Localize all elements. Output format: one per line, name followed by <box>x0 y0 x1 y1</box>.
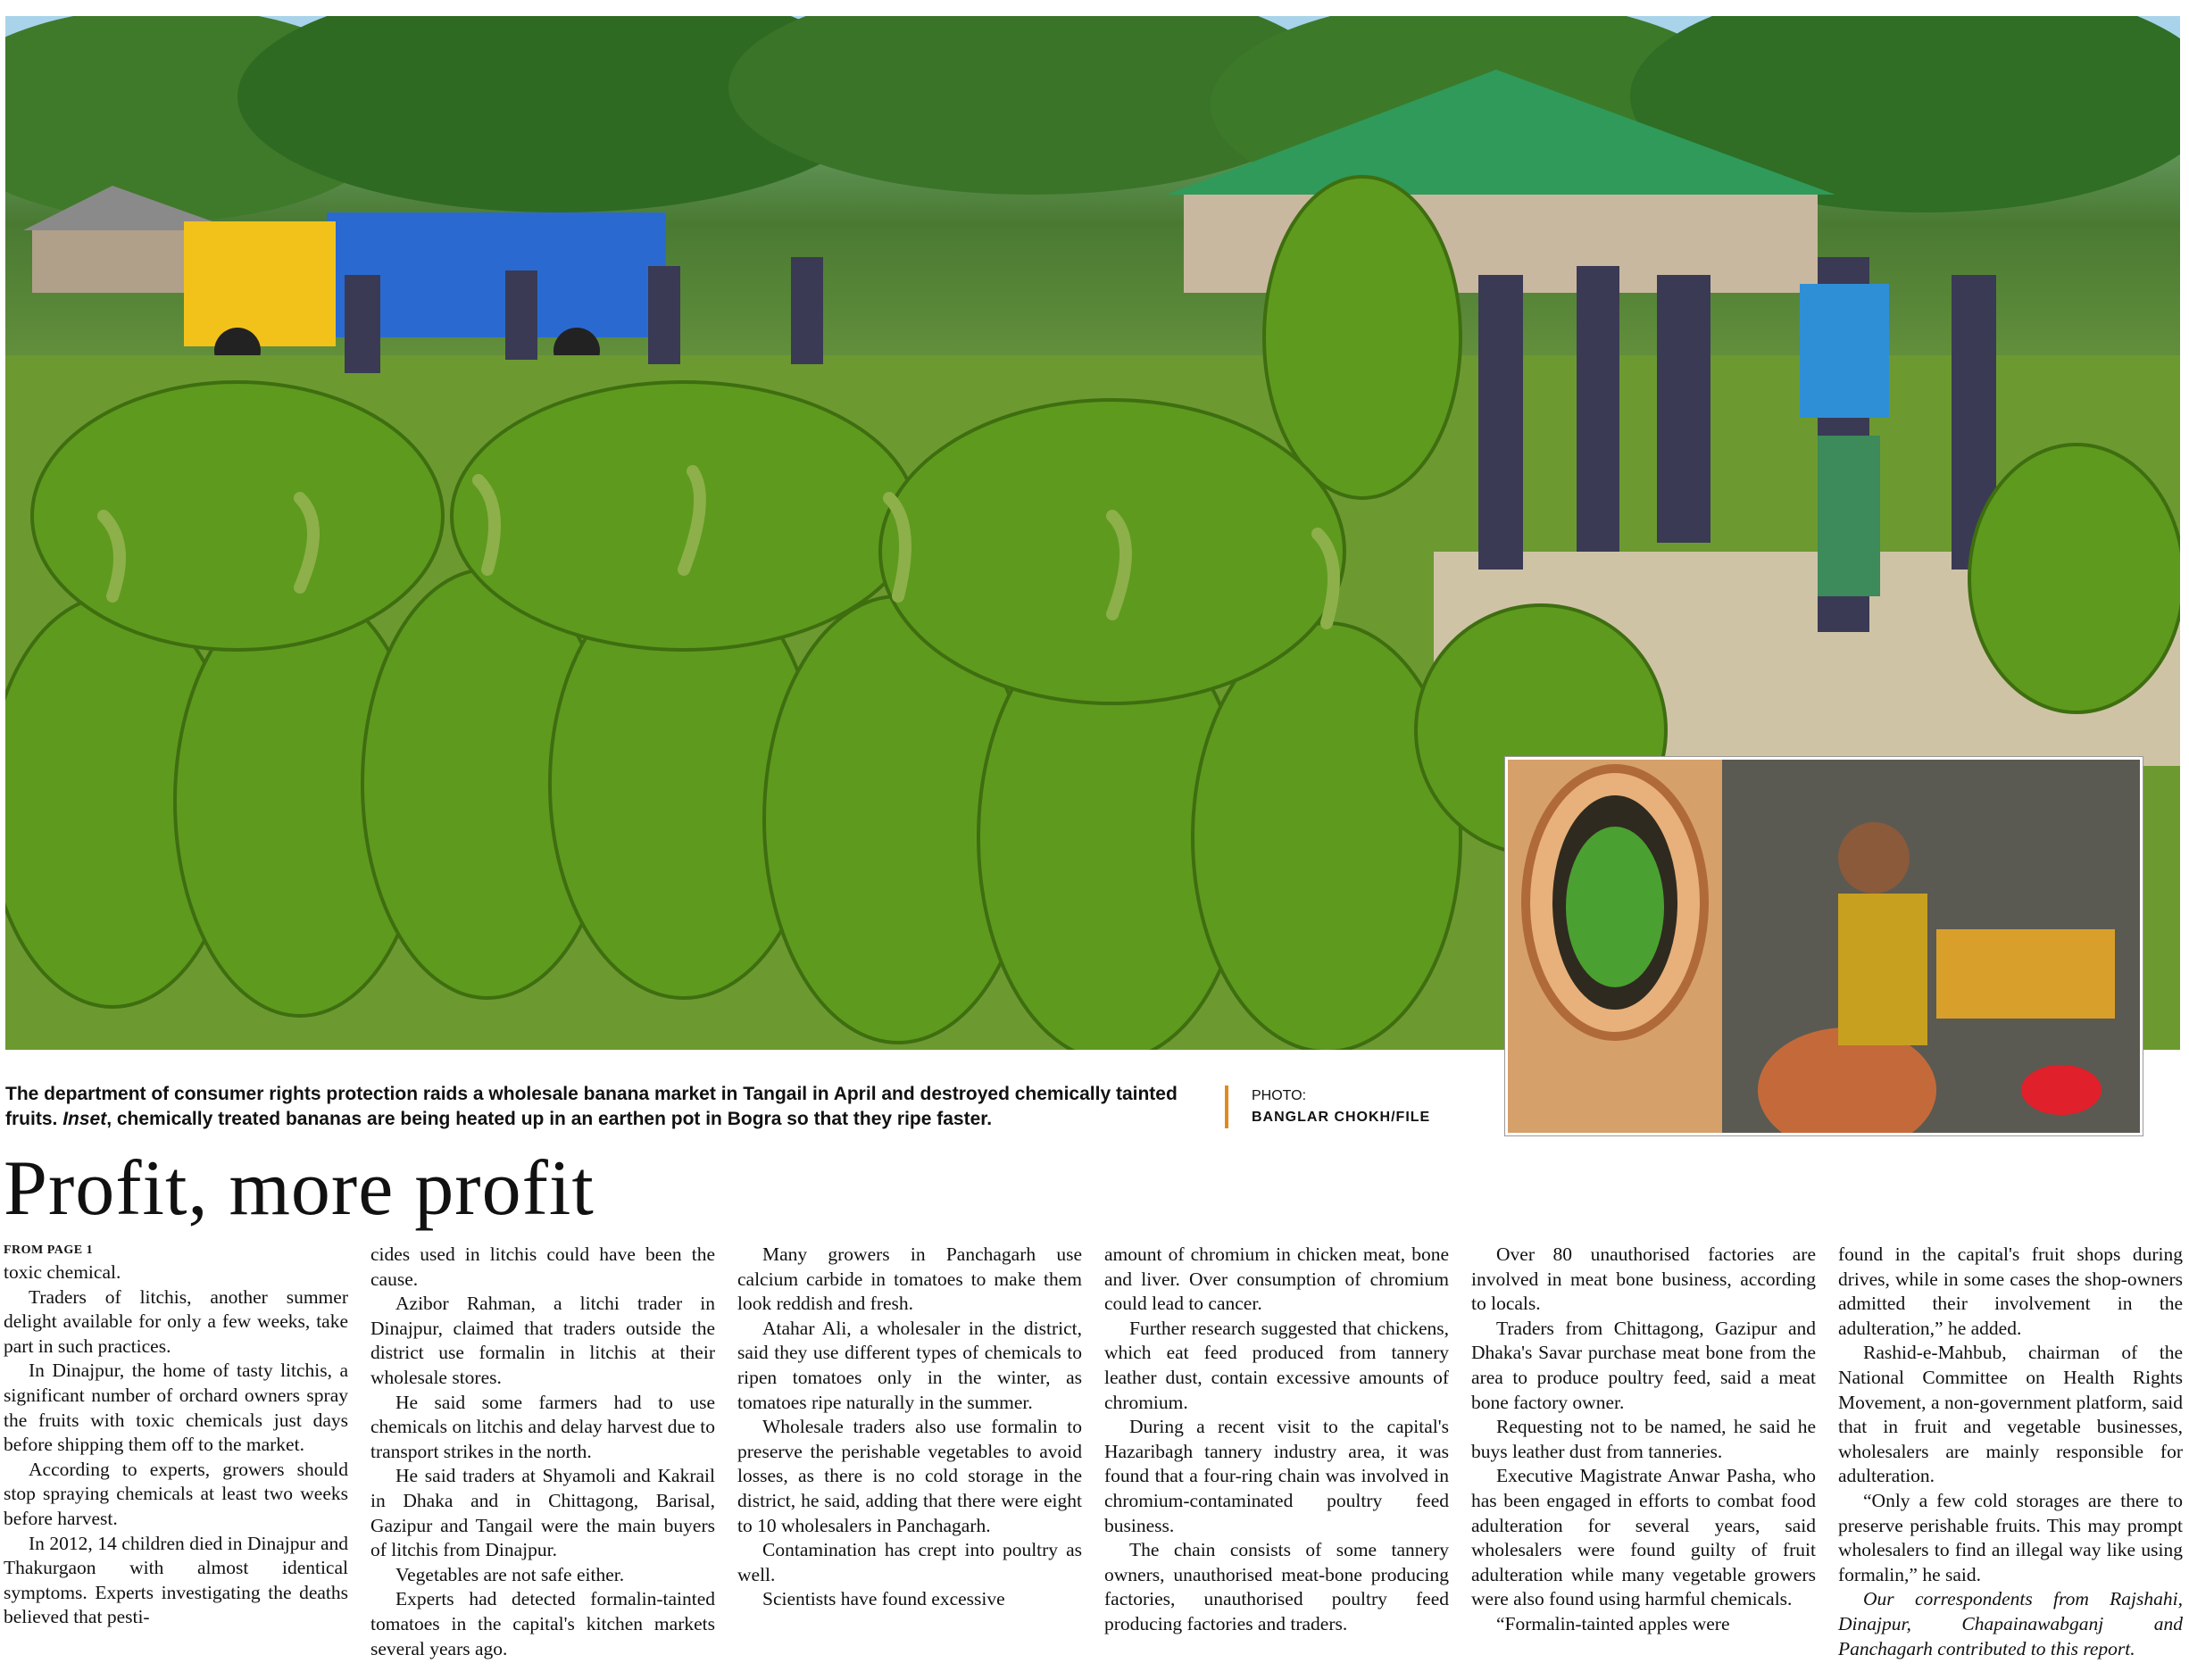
inset-photo <box>1505 757 2143 1135</box>
article-paragraph: He said some farmers had to use chemicals on litchis and delay harvest due to transport strikes in the north. <box>370 1391 715 1462</box>
article-paragraph: In Dinajpur, the home of tasty litchis, a significant number of orchard owners spray the fruits with toxic chemicals just days before shipping them off to the market. <box>4 1360 348 1456</box>
caption-inset-text: , chemically treated bananas are being heated up in an earthen pot in Bogra so that they ripe faster. <box>106 1109 993 1129</box>
article-paragraph: “Only a few cold storages are there to preserve perishable fruits. This may prompt wholesalers to find an illegal way like using formalin,” he said. <box>1838 1489 2183 1585</box>
photo-credit-label: PHOTO: <box>1252 1088 1307 1103</box>
article-paragraph: He said traders at Shyamoli and Kakrail in Dhaka and in Chittagong, Barisal, Gazipur and Tangail were the main buyers of litchis from Dinajpur. <box>370 1465 715 1561</box>
article-paragraph: toxic chemical. <box>4 1261 121 1283</box>
article-paragraph: Executive Magistrate Anwar Pasha, who has been engaged in efforts to combat food adulteration for several years, said wholesalers were found guilty of fruit adulteration while many vegetable growers were also found using harmful chemicals. <box>1471 1465 1816 1610</box>
article-column <box>1838 1243 2183 1661</box>
caption-inset-label: Inset <box>62 1109 107 1129</box>
article-paragraph: found in the capital's fruit shops during drives, while in some cases the shop-owners admitted their involvement in the adulteration,” he added. <box>1838 1243 2183 1339</box>
photo-credit <box>1225 1085 1430 1128</box>
article-paragraph: During a recent visit to the capital's Hazaribagh tannery industry area, it was found that a four-ring chain was involved in chromium-contaminated poultry feed business. <box>1104 1416 1449 1536</box>
article-paragraph: According to experts, growers should stop spraying chemicals at least two weeks before harvest. <box>4 1458 348 1529</box>
article-column <box>1471 1243 1816 1637</box>
from-page-label: FROM PAGE 1 <box>4 1243 94 1257</box>
article-column <box>1104 1243 1449 1637</box>
article-paragraph: The chain consists of some tannery owners, unauthorised meat-bone producing factories, unauthorised poultry feed producing factories and traders. <box>1104 1539 1449 1634</box>
article-paragraph: Traders of litchis, another summer delight available for only a few weeks, take part in such practices. <box>4 1285 348 1357</box>
photo-caption <box>5 1082 1202 1132</box>
article-paragraph: Rashid-e-Mahbub, chairman of the National Committee on Health Rights Movement, a non-government platform, said that in fruit and vegetable businesses, wholesalers are mainly responsible for adulteration. <box>1838 1342 2183 1487</box>
article-paragraph: Many growers in Panchagarh use calcium carbide in tomatoes to make them look reddish and fresh. <box>737 1243 1082 1315</box>
article-paragraph: Vegetables are not safe either. <box>395 1563 625 1585</box>
article-column <box>4 1243 348 1630</box>
article-paragraph: Azibor Rahman, a litchi trader in Dinajpur, claimed that traders outside the district use formalin in litchis at their wholesale stores. <box>370 1293 715 1388</box>
article-paragraph: Atahar Ali, a wholesaler in the district, said they use different types of chemicals to ripen tomatoes only in the winter, as tomatoes ripe naturally in the summer. <box>737 1317 1082 1413</box>
article-column <box>370 1243 715 1661</box>
earthen-pot-illustration <box>1508 760 2140 1133</box>
headline: Profit, more profit <box>4 1145 595 1232</box>
article-paragraph: “Formalin-tainted apples were <box>1496 1612 1730 1634</box>
caption-main: The department of consumer rights protection raids a wholesale banana market in Tangail in April and destroyed chemically tainted fruits. <box>5 1084 1178 1129</box>
article-paragraph: Further research suggested that chickens, which eat feed produced from tannery leather dust, contain excessive amounts of chromium. <box>1104 1317 1449 1413</box>
article-paragraph: Traders from Chittagong, Gazipur and Dhaka's Savar purchase meat bone from the area to produce poultry feed, said a meat bone factory owner. <box>1471 1317 1816 1413</box>
article-paragraph: amount of chromium in chicken meat, bone and liver. Over consumption of chromium could lead to cancer. <box>1104 1243 1449 1315</box>
article-paragraph: Scientists have found excessive <box>762 1588 1005 1610</box>
contributor-credit: Our correspondents from Rajshahi, Dinajpur, Chapainawabganj and Panchagarh contributed to this report. <box>1838 1588 2183 1659</box>
article-column <box>737 1243 1082 1612</box>
article-paragraph: Experts had detected formalin-tainted tomatoes in the capital's kitchen markets several years ago. <box>370 1588 715 1659</box>
article-paragraph: Over 80 unauthorised factories are involved in meat bone business, according to locals. <box>1471 1243 1816 1315</box>
photo-credit-source: BANGLAR CHOKH/FILE <box>1252 1110 1431 1125</box>
article-paragraph: In 2012, 14 children died in Dinajpur and Thakurgaon with almost identical symptoms. Experts investigating the deaths believed that pesti- <box>4 1532 348 1628</box>
article-paragraph: Wholesale traders also use formalin to preserve the perishable vegetables to avoid losses, as there is no cold storage in the district, he said, adding that there were eight to 10 wholesalers in Panchagarh. <box>737 1416 1082 1536</box>
article-paragraph: Requesting not to be named, he said he buys leather dust from tanneries. <box>1471 1416 1816 1462</box>
article-paragraph: cides used in litchis could have been the cause. <box>370 1243 715 1290</box>
article-paragraph: Contamination has crept into poultry as well. <box>737 1539 1082 1585</box>
